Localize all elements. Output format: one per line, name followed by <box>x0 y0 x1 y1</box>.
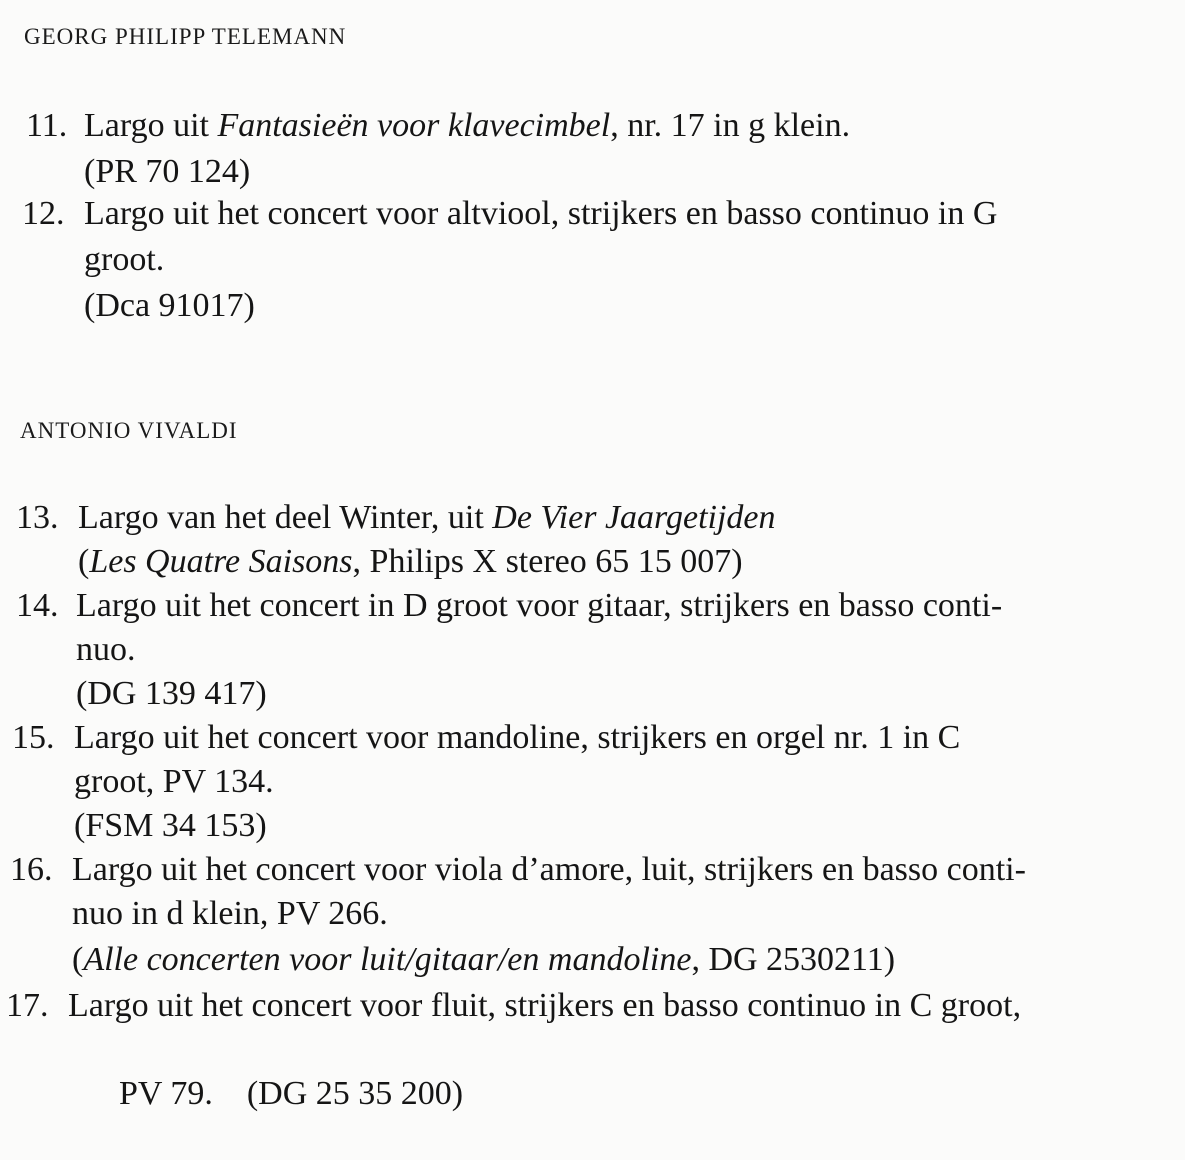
entry-line <box>74 760 274 804</box>
catalog-number: (FSM 34 153) <box>74 807 267 844</box>
entry-number: 11. <box>26 107 68 144</box>
entry-line <box>72 938 895 982</box>
entry-title-italic: Fantasieën voor klavecimbel <box>217 107 611 144</box>
entry-number: 14. <box>16 587 59 624</box>
entry-line <box>76 672 267 716</box>
entry-line <box>72 848 1026 892</box>
catalog-number: (Dca 91017) <box>84 287 255 324</box>
entry-line <box>74 804 267 848</box>
entry-line <box>68 984 1021 1028</box>
entry-title-italic: De Vier Jaargetijden <box>492 499 776 536</box>
catalog-number: PV 79. (DG 25 35 200) <box>119 1075 464 1112</box>
composer-heading: GEORG PHILIPP TELEMANN <box>24 24 347 49</box>
entry-text: nuo in d klein, PV 266. <box>72 895 388 932</box>
entry-number: 17. <box>6 987 49 1024</box>
entry-text: Largo uit het concert voor altviool, strijkers en basso continuo in G <box>84 195 998 232</box>
entry-number: 16. <box>10 851 53 888</box>
entry-line <box>78 540 743 584</box>
entry-title-italic: Les Quatre Saisons <box>89 543 353 580</box>
catalog-number: , Philips X stereo 65 15 007) <box>352 543 743 580</box>
entry-text: , nr. 17 in g klein. <box>610 107 851 144</box>
entry-text: ( <box>72 941 84 978</box>
entry-line <box>68 1028 463 1160</box>
entry-text: Largo uit het concert voor viola d’amore, luit, strijkers en basso conti- <box>72 851 1026 888</box>
entry-text: Largo van het deel Winter, uit <box>78 499 493 536</box>
entry-line <box>84 284 255 328</box>
catalog-number: (DG 139 417) <box>76 675 267 712</box>
entry-line <box>72 892 388 936</box>
entry-line <box>84 192 997 236</box>
entry-number: 13. <box>16 499 59 536</box>
entry-number: 15. <box>12 719 55 756</box>
entry-title-italic: Alle concerten voor luit/gitaar/en mandoline <box>83 941 692 978</box>
entry-line <box>76 628 136 672</box>
entry-text: groot, PV 134. <box>74 763 274 800</box>
entry-line <box>74 716 960 760</box>
entry-text: groot. <box>84 241 165 278</box>
entry-number: 12. <box>22 195 65 232</box>
entry-line <box>76 584 1002 628</box>
entry-text: Largo uit het concert voor mandoline, strijkers en orgel nr. 1 in C <box>74 719 961 756</box>
catalog-number: , DG 2530211) <box>691 941 896 978</box>
entry-text: Largo uit het concert voor fluit, strijkers en basso continuo in C groot, <box>68 987 1022 1024</box>
entry-text: ( <box>78 543 90 580</box>
entry-text: Largo uit het concert in D groot voor gitaar, strijkers en basso conti- <box>76 587 1003 624</box>
entry-line <box>84 238 164 282</box>
catalog-number: (PR 70 124) <box>84 153 251 190</box>
entry-line <box>78 496 776 540</box>
entry-line <box>84 150 250 194</box>
entry-line <box>84 104 850 148</box>
entry-text: Largo uit <box>84 107 218 144</box>
composer-heading: ANTONIO VIVALDI <box>20 418 238 443</box>
entry-text: nuo. <box>76 631 136 668</box>
